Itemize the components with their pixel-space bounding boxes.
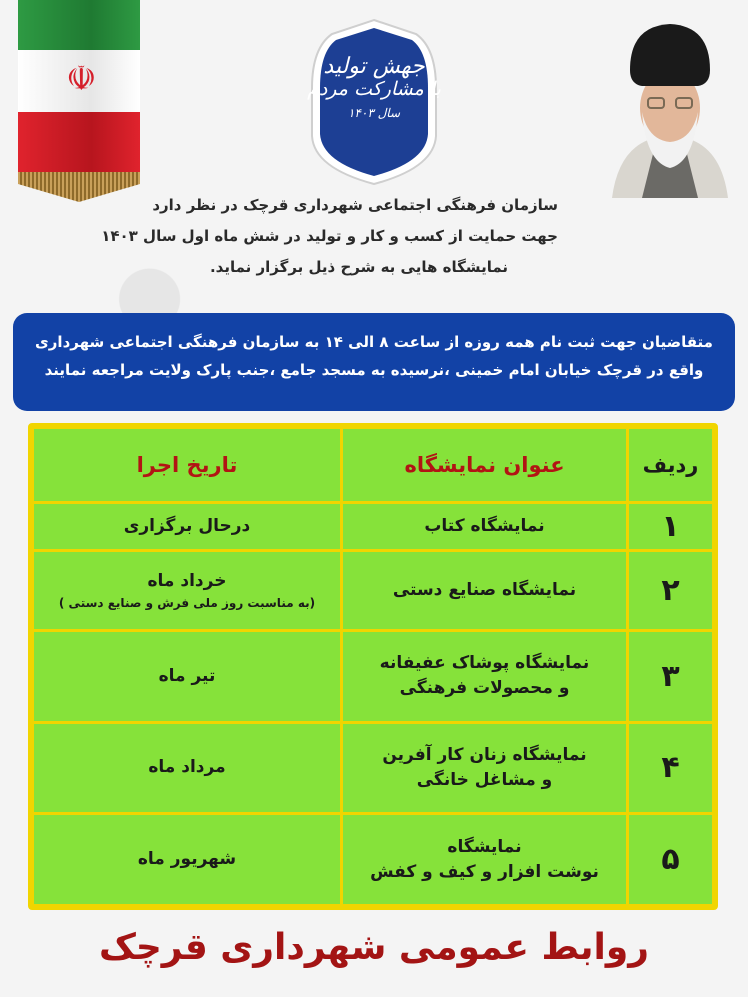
- row-number: ۱: [628, 503, 714, 551]
- exhibition-title: نمایشگاه زنان کار آفرین و مشاغل خانگی: [342, 722, 628, 814]
- badge-line-1: جهش تولید: [323, 54, 425, 79]
- row-number: ۲: [628, 551, 714, 631]
- header-exhibition-title: عنوان نمایشگاه: [342, 428, 628, 503]
- exhibition-date: شهریور ماه: [33, 814, 342, 906]
- exhibition-title: نمایشگاه کتاب: [342, 503, 628, 551]
- row-number: ۴: [628, 722, 714, 814]
- intro-line: جهت حمایت از کسب و کار و تولید در شش ماه اول سال ۱۴۰۳: [101, 227, 558, 245]
- table-row: [33, 722, 714, 814]
- footer-public-relations: روابط عمومی شهرداری قرچک: [99, 927, 649, 968]
- exhibition-title: نمایشگاه نوشت افزار و کیف و کفش: [342, 814, 628, 906]
- production-leap-badge-icon: [306, 18, 442, 186]
- row-number: ۵: [628, 814, 714, 906]
- row-number: ۳: [628, 630, 714, 722]
- badge-year: سال ۱۴۰۳: [347, 106, 401, 121]
- badge-line-2: با مشارکت مردم: [307, 78, 441, 101]
- exhibition-date-note: (به مناسبت روز ملی فرش و صنایع دستی ): [58, 596, 316, 611]
- notice-line: واقع در قرچک خیابان امام خمینی ،نرسیده به مسجد جامع ،جنب پارک ولایت مراجعه نمایند: [44, 361, 704, 379]
- leader-portrait-icon: [612, 12, 728, 198]
- header-exhibition-date: تاریخ اجرا: [33, 428, 342, 503]
- exhibition-date: خرداد ماه (به مناسبت روز ملی فرش و صنایع دستی ): [33, 551, 342, 631]
- exhibition-date: تیر ماه: [33, 630, 342, 722]
- exhibition-title: نمایشگاه صنایع دستی: [342, 551, 628, 631]
- table-row: [33, 630, 714, 722]
- exhibition-date: درحال برگزاری: [33, 503, 342, 551]
- exhibition-date: مرداد ماه: [33, 722, 342, 814]
- exhibitions-table: [28, 423, 718, 910]
- intro-line: سازمان فرهنگی اجتماعی شهرداری قرچک در نظر دارد: [152, 196, 558, 214]
- table-row: [33, 551, 714, 631]
- intro-line: نمایشگاه هایی به شرح ذیل برگزار نماید.: [209, 258, 509, 276]
- registration-notice: [13, 313, 735, 411]
- exhibition-title: نمایشگاه پوشاک عفیفانه و محصولات فرهنگی: [342, 630, 628, 722]
- intro-text: [101, 190, 558, 283]
- header-row-number: ردیف: [628, 428, 714, 503]
- table-row: [33, 503, 714, 551]
- iran-flag-icon: ☫: [18, 0, 140, 205]
- notice-line: متقاضیان جهت ثبت نام همه روزه از ساعت ۸ الی ۱۴ به سازمان فرهنگی اجتماعی شهرداری: [35, 333, 713, 351]
- table-row: [33, 814, 714, 906]
